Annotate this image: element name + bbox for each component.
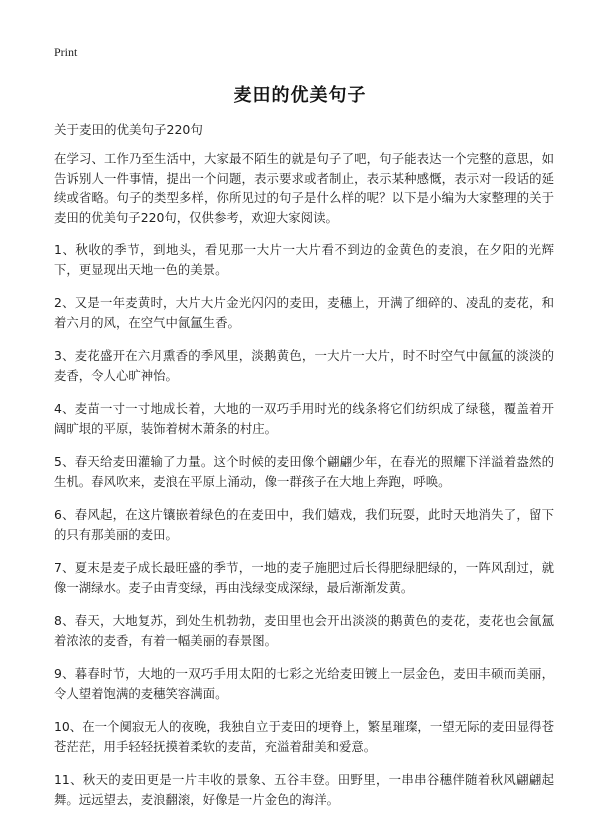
sentence-item: 3、麦花盛开在六月熏香的季风里，淡鹅黄色，一大片一大片，时不时空气中氤氲的淡淡的麦香，令人心旷神怡。 — [54, 348, 554, 383]
sentence-item: 8、春天，大地复苏，到处生机勃勃，麦田里也会开出淡淡的鹅黄色的麦花，麦花也会氤氲着浓浓的麦香，有着一幅美丽的春景图。 — [54, 613, 554, 648]
sentence-item: 10、在一个阒寂无人的夜晚，我独自立于麦田的埂脊上，繁星璀璨，一望无际的麦田显得苍苍茫茫，用手轻轻抚摸着柔软的麦苗，充溢着甜美和爱意。 — [54, 719, 554, 754]
sentence-item: 5、春天给麦田灌输了力量。这个时候的麦田像个翩翩少年，在春光的照耀下洋溢着盎然的生机。春风吹来，麦浪在平原上涌动，像一群孩子在大地上奔跑，呼唤。 — [54, 454, 554, 489]
sentence-item: 11、秋天的麦田更是一片丰收的景象、五谷丰登。田野里，一串串谷穗伴随着秋风翩翩起舞。远远望去，麦浪翻滚，好像是一片金色的海洋。 — [54, 772, 554, 807]
sentence-item: 1、秋收的季节，到地头，看见那一大片一大片看不到边的金黄色的麦浪，在夕阳的光辉下，更显现出天地一色的美景。 — [54, 242, 554, 277]
intro-paragraph: 在学习、工作乃至生活中，大家最不陌生的就是句子了吧，句子能表达一个完整的意思，如告诉别人一件事情，提出一个问题，表示要求或者制止，表示某种感慨，表示对一段话的延续或省略。句子的类型多样，你所见过的句子是什么样的呢？以下是小编为大家整理的关于麦田的优美句子220句，仅供参考，欢迎大家阅读。 — [54, 151, 554, 225]
subtitle: 关于麦田的优美句子220句 — [54, 122, 203, 137]
sentence-item: 9、暮春时节，大地的一双巧手用太阳的七彩之光给麦田镀上一层金色，麦田丰硕而美丽，令人望着饱满的麦穗笑容满面。 — [54, 666, 554, 701]
sentence-item: 4、麦苗一寸一寸地成长着，大地的一双巧手用时光的线条将它们纺织成了绿毯，覆盖着开阔旷垠的平原，装饰着树木萧条的村庄。 — [54, 401, 554, 436]
sentence-item: 2、又是一年麦黄时，大片大片金光闪闪的麦田，麦穗上，开满了细碎的、凌乱的麦花，和着六月的风，在空气中氤氲生香。 — [54, 295, 554, 330]
article-content — [54, 149, 554, 823]
sentence-item: 6、春风起，在这片镶嵌着绿色的在麦田中，我们嬉戏，我们玩耍，此时天地消失了，留下的只有那美丽的麦田。 — [54, 507, 554, 542]
page-title: 麦田的优美句子 — [233, 85, 367, 106]
print-link[interactable]: Print — [54, 45, 78, 59]
sentence-item: 7、夏末是麦子成长最旺盛的季节，一地的麦子施肥过后长得肥绿肥绿的，一阵风刮过，就像一湖绿水。麦子由青变绿，再由浅绿变成深绿，最后渐渐发黄。 — [54, 560, 554, 595]
